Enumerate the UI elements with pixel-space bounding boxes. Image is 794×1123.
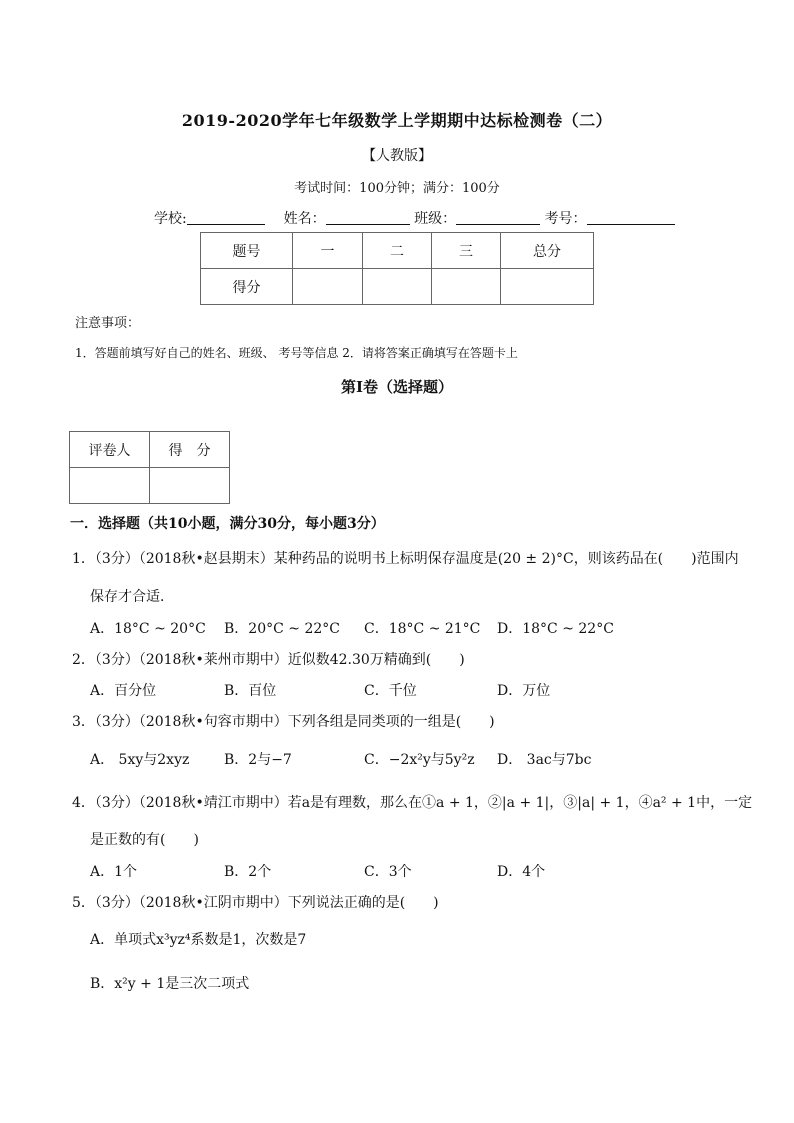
- grader-header-cell: 得 分: [150, 432, 230, 468]
- exam-number-label: 考号：: [544, 211, 587, 227]
- exam-info: 考试时间：100分钟；满分：100分: [294, 181, 500, 196]
- school-label: 学校:: [154, 211, 187, 227]
- question-4-option-b[interactable]: B．2个: [224, 864, 272, 880]
- score-table-header-row: [201, 233, 594, 269]
- question-1-stem-continued: 保存才合适．: [90, 589, 174, 605]
- notice-title: 注意事项：: [75, 316, 141, 331]
- question-3-option-c[interactable]: C．−2x²y与5y²z: [364, 752, 475, 768]
- school-blank[interactable]: [187, 211, 265, 225]
- question-2-option-d[interactable]: D．万位: [497, 683, 551, 699]
- class-label: 班级：: [414, 211, 457, 227]
- score-table: [200, 232, 594, 305]
- question-1-option-c[interactable]: C．18°C ~ 21°C: [364, 621, 481, 637]
- grader-table-blank-row: [70, 468, 230, 504]
- section-title: 第I卷（选择题）: [340, 378, 454, 396]
- score-cell[interactable]: [501, 269, 594, 305]
- name-blank[interactable]: [326, 211, 410, 225]
- question-5-option-b[interactable]: B．x²y + 1是三次二项式: [90, 976, 250, 992]
- question-4-option-c[interactable]: C．3个: [364, 864, 412, 880]
- score-cell[interactable]: [363, 269, 432, 305]
- score-cell[interactable]: [432, 269, 501, 305]
- score-header-cell: 二: [363, 233, 432, 269]
- grader-header-cell: 评卷人: [70, 432, 150, 468]
- score-header-cell: 三: [432, 233, 501, 269]
- question-1-option-a[interactable]: A．18°C ~ 20°C: [90, 621, 206, 637]
- grader-cell[interactable]: [70, 468, 150, 504]
- question-2-stem: 2．（3分）（2018秋•莱州市期中）近似数42.30万精确到( ): [72, 652, 465, 668]
- class-blank[interactable]: [456, 211, 540, 225]
- question-2-option-c[interactable]: C．千位: [364, 683, 417, 699]
- question-1-stem: 1．（3分）（2018秋•赵县期末）某种药品的说明书上标明保存温度是(20 ± 2)°C，则该药品在( )范围内: [72, 551, 739, 567]
- name-label: 姓名：: [283, 211, 326, 227]
- grader-table-header-row: [70, 432, 230, 468]
- score-table-score-row: [201, 269, 594, 305]
- student-info-line: [154, 208, 675, 228]
- score-cell[interactable]: [293, 269, 363, 305]
- score-header-cell: 题号: [201, 233, 293, 269]
- question-3-option-b[interactable]: B．2与−7: [224, 752, 292, 768]
- question-2-option-a[interactable]: A．百分位: [90, 683, 157, 699]
- question-5-option-a[interactable]: A．单项式x³yz⁴系数是1，次数是7: [90, 932, 307, 948]
- question-2-option-b[interactable]: B．百位: [224, 683, 277, 699]
- exam-number-blank[interactable]: [587, 211, 675, 225]
- score-header-cell: 总分: [501, 233, 594, 269]
- question-3-option-a[interactable]: A． 5xy与2xyz: [90, 752, 190, 768]
- question-4-stem-continued: 是正数的有( ): [90, 832, 199, 848]
- question-1-option-b[interactable]: B．20°C ~ 22°C: [224, 621, 340, 637]
- question-4-option-a[interactable]: A．1个: [90, 864, 138, 880]
- score-row-label: 得分: [201, 269, 293, 305]
- question-5-stem: 5．（3分）（2018秋•江阴市期中）下列说法正确的是( ): [72, 895, 439, 911]
- question-4-option-d[interactable]: D．4个: [497, 864, 546, 880]
- score-header-cell: 一: [293, 233, 363, 269]
- part-title: 一．选择题（共10小题，满分30分，每小题3分）: [70, 516, 385, 532]
- question-3-option-d[interactable]: D． 3ac与7bc: [497, 752, 592, 768]
- grader-cell[interactable]: [150, 468, 230, 504]
- question-1-option-d[interactable]: D．18°C ~ 22°C: [497, 621, 614, 637]
- notice-text: 1．答题前填写好自己的姓名、班级、 考号等信息 2．请将答案正确填写在答题卡上: [75, 346, 518, 360]
- grader-table: [69, 431, 230, 504]
- question-4-stem: 4．（3分）（2018秋•靖江市期中）若a是有理数，那么在①a + 1，②|a + 1|，③|a| + 1，④a² + 1中，一定: [72, 795, 753, 811]
- exam-edition: 【人教版】: [362, 148, 432, 164]
- question-3-stem: 3．（3分）（2018秋•句容市期中）下列各组是同类项的一组是( ): [72, 714, 495, 730]
- exam-title: 2019-2020学年七年级数学上学期期中达标检测卷（二）: [181, 111, 613, 130]
